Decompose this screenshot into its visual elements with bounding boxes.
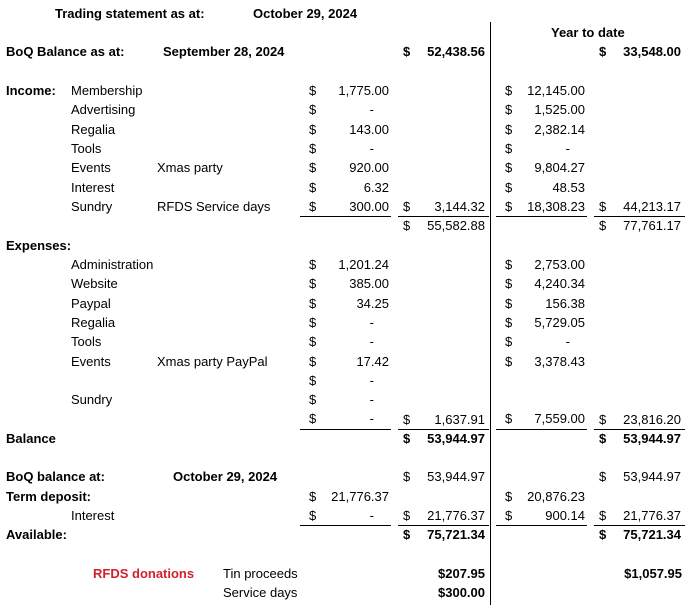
term-deposit-label: Term deposit: [6, 489, 91, 504]
row-name: Membership [71, 83, 143, 98]
currency-symbol: $ [309, 102, 317, 118]
row-name: Regalia [71, 121, 116, 137]
expenses-label: Expenses: [6, 238, 72, 253]
row-period-value: - [369, 102, 374, 118]
row-ytd-value: 5,729.05 [534, 314, 585, 330]
underline [300, 525, 391, 526]
currency-symbol: $ [309, 353, 317, 369]
income-total-period: 3,144.32 [434, 199, 485, 214]
row-ytd-value: 156.38 [545, 295, 585, 311]
currency-symbol: $ [309, 508, 317, 523]
interest-ytd: 900.14 [545, 508, 585, 523]
row-ytd-value: 48.53 [552, 179, 585, 195]
underline [594, 525, 685, 526]
underline [398, 525, 489, 526]
underline [300, 216, 391, 217]
currency-symbol: $ [505, 276, 513, 292]
currency-symbol: $ [309, 314, 317, 330]
closing-ytd: 53,944.97 [623, 469, 681, 484]
currency-symbol: $ [505, 83, 513, 98]
row-name: Administration [71, 257, 154, 272]
rfds-label: RFDS donations [93, 566, 195, 581]
term-deposit-ytd: 20,876.23 [527, 489, 585, 504]
row-name: Regalia [71, 314, 116, 330]
row-ytd-value: - [565, 334, 570, 350]
currency-symbol: $ [599, 431, 607, 446]
currency-symbol: $ [505, 411, 513, 427]
row-period-value: 920.00 [349, 160, 389, 176]
currency-symbol: $ [599, 412, 607, 427]
row-name: Sundry [71, 392, 113, 408]
currency-symbol: $ [309, 179, 317, 195]
currency-symbol: $ [505, 353, 513, 369]
currency-symbol: $ [309, 392, 317, 408]
balance-label: Balance [6, 431, 56, 446]
currency-symbol: $ [505, 334, 513, 350]
tin-ytd: $1,057.95 [624, 566, 682, 581]
underline [398, 429, 489, 430]
row-period-value: 1,201.24 [338, 257, 389, 272]
currency-symbol: $ [403, 412, 411, 427]
term-total-period: 21,776.37 [427, 508, 485, 523]
statement-title: Trading statement as at: [55, 6, 205, 21]
currency-symbol: $ [505, 295, 513, 311]
row-name: Tools [71, 334, 102, 350]
underline [300, 429, 391, 430]
currency-symbol: $ [505, 160, 513, 176]
row-ytd-value: 2,753.00 [534, 257, 585, 272]
row-period-value: 1,775.00 [338, 83, 389, 98]
row-name: Website [71, 276, 118, 292]
row-note: RFDS Service days [157, 198, 271, 214]
balance-ytd: 53,944.97 [623, 431, 681, 446]
currency-symbol: $ [505, 489, 513, 504]
balance-period: 53,944.97 [427, 431, 485, 446]
currency-symbol: $ [599, 469, 607, 484]
currency-symbol: $ [403, 44, 411, 59]
row-ytd-value: 4,240.34 [534, 276, 585, 292]
currency-symbol: $ [309, 334, 317, 350]
currency-symbol: $ [309, 276, 317, 292]
income-total-ytd: 44,213.17 [623, 199, 681, 214]
row-period-value: - [369, 334, 374, 350]
underline [496, 429, 587, 430]
currency-symbol: $ [505, 314, 513, 330]
tin-period: $207.95 [438, 566, 485, 581]
row-name: Interest [71, 179, 115, 195]
underline [496, 525, 587, 526]
row-name: Paypal [71, 295, 111, 311]
service-label: Service days [223, 585, 298, 600]
underline [594, 216, 685, 217]
currency-symbol: $ [505, 102, 513, 118]
row-name: Events [71, 160, 111, 176]
row-note: Xmas party PayPal [157, 353, 268, 369]
available-period: 75,721.34 [427, 527, 485, 542]
row-ytd-value: 18,308.23 [527, 198, 585, 214]
currency-symbol: $ [309, 83, 317, 98]
opening-date: September 28, 2024 [163, 44, 285, 59]
currency-symbol: $ [505, 198, 513, 214]
row-ytd-value: 3,378.43 [534, 353, 585, 369]
currency-symbol: $ [309, 372, 317, 388]
currency-symbol: $ [403, 431, 411, 446]
currency-symbol: $ [309, 489, 317, 504]
ytd-header: Year to date [551, 25, 625, 40]
row-name: Advertising [71, 102, 136, 118]
income-subtotal-ytd: 77,761.17 [623, 218, 681, 233]
currency-symbol: $ [309, 257, 317, 272]
row-period-value: 34.25 [356, 295, 389, 311]
currency-symbol: $ [309, 140, 317, 156]
interest-label: Interest [71, 508, 115, 523]
row-name: Sundry [71, 198, 113, 214]
row-ytd-value: 9,804.27 [534, 160, 585, 176]
row-ytd-value: 7,559.00 [534, 411, 585, 427]
available-label: Available: [6, 527, 67, 542]
currency-symbol: $ [403, 199, 411, 214]
row-period-value: 385.00 [349, 276, 389, 292]
row-ytd-value: 1,525.00 [534, 102, 585, 118]
currency-symbol: $ [403, 508, 411, 523]
opening-label: BoQ Balance as at: [6, 44, 125, 59]
currency-symbol: $ [309, 411, 317, 427]
income-subtotal-period: 55,582.88 [427, 218, 485, 233]
tin-label: Tin proceeds [223, 566, 298, 581]
row-period-value: - [369, 140, 374, 156]
underline [594, 429, 685, 430]
currency-symbol: $ [599, 199, 607, 214]
currency-symbol: $ [505, 140, 513, 156]
available-ytd: 75,721.34 [623, 527, 681, 542]
currency-symbol: $ [599, 527, 607, 542]
income-label: Income: [6, 83, 56, 98]
currency-symbol: $ [403, 469, 411, 484]
expenses-total-period: 1,637.91 [434, 412, 485, 427]
currency-symbol: $ [505, 179, 513, 195]
currency-symbol: $ [599, 508, 607, 523]
closing-date: October 29, 2024 [173, 469, 278, 484]
row-period-value: 143.00 [349, 121, 389, 137]
opening-period-value: 52,438.56 [427, 44, 485, 59]
currency-symbol: $ [599, 44, 607, 59]
row-ytd-value: - [565, 140, 570, 156]
expenses-total-ytd: 23,816.20 [623, 412, 681, 427]
statement-date: October 29, 2024 [253, 6, 358, 21]
column-divider [490, 22, 491, 605]
row-period-value: - [369, 314, 374, 330]
underline [398, 216, 489, 217]
term-deposit-period: 21,776.37 [331, 489, 389, 504]
row-name: Events [71, 353, 111, 369]
row-period-value: - [369, 372, 374, 388]
row-period-value: 300.00 [349, 198, 389, 214]
closing-label: BoQ balance at: [6, 469, 105, 484]
row-note: Xmas party [157, 160, 223, 176]
term-total-ytd: 21,776.37 [623, 508, 681, 523]
currency-symbol: $ [505, 121, 513, 137]
row-ytd-value: 2,382.14 [534, 121, 585, 137]
interest-period: - [369, 508, 374, 523]
opening-ytd-value: 33,548.00 [623, 44, 681, 59]
row-period-value: - [369, 411, 374, 427]
row-period-value: 17.42 [356, 353, 389, 369]
currency-symbol: $ [309, 121, 317, 137]
currency-symbol: $ [505, 257, 513, 272]
currency-symbol: $ [599, 218, 607, 233]
row-period-value: - [369, 392, 374, 408]
service-period: $300.00 [438, 585, 485, 600]
currency-symbol: $ [309, 295, 317, 311]
underline [496, 216, 587, 217]
currency-symbol: $ [403, 218, 411, 233]
currency-symbol: $ [505, 508, 513, 523]
row-period-value: 6.32 [363, 179, 389, 195]
row-ytd-value: 12,145.00 [527, 83, 585, 98]
currency-symbol: $ [309, 160, 317, 176]
currency-symbol: $ [309, 198, 317, 214]
closing-period: 53,944.97 [427, 469, 485, 484]
currency-symbol: $ [403, 527, 411, 542]
row-name: Tools [71, 140, 102, 156]
